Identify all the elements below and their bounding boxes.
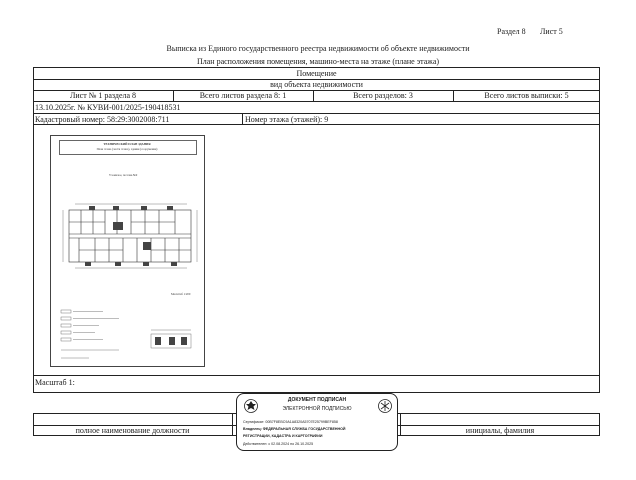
section-number: Раздел 8	[497, 27, 526, 36]
total-sheets-section: Всего листов раздела 8: 1	[199, 91, 287, 100]
stamp-line1: ДОКУМЕНТ ПОДПИСАН	[287, 397, 347, 403]
plan-legend	[59, 308, 199, 364]
total-sheets-extract: Всего листов выписки: 5	[484, 91, 569, 100]
position-caption: полное наименование должности	[75, 426, 190, 435]
floor-plan-drawing	[55, 180, 201, 276]
object-type: Помещение	[296, 69, 337, 78]
plan-floor-label: Уч.жилое, поэтаж.№9	[109, 173, 138, 177]
cadastral-number: Кадастровый номер: 58:29:3002008:711	[35, 115, 170, 124]
sheet-of-section: Лист № 1 раздела 8	[69, 91, 137, 100]
stamp-line2: ЭЛЕКТРОННОЙ ПОДПИСЬЮ	[282, 406, 352, 412]
total-sections: Всего разделов: 3	[353, 91, 413, 100]
stamp-owner-line1: Владелец: ФЕДЕРАЛЬНАЯ СЛУЖБА ГОСУДАРСТВЕННОЙ	[243, 427, 346, 431]
electronic-signature-stamp	[236, 393, 398, 451]
object-type-caption: вид объекта недвижимости	[270, 80, 363, 89]
scale-field: Масштаб 1:	[35, 378, 75, 387]
floor-plan-sheet	[50, 135, 205, 367]
plan-scale-label: Масштаб 1:200	[171, 292, 191, 296]
document-title: Выписка из Единого государственного реестра недвижимости об объекте недвижимости	[166, 44, 470, 53]
document-subtitle: План расположения помещения, машино-места на этаже (плане этажа)	[196, 57, 440, 66]
floor-number: Номер этажа (этажей): 9	[245, 115, 329, 124]
stamp-certificate: Сертификат: 00B7F8EBC9A1A8320A5707E25799BEF858	[243, 420, 338, 424]
sheet-number: Лист 5	[540, 27, 563, 36]
plan-title: ТЕХНИЧЕСКИЙ ПЛАН ЗДАНИЯ	[103, 142, 151, 146]
initials-caption: инициалы, фамилия	[465, 426, 535, 435]
plan-subtitle: План этажа (части этажа), здания (сооружения)	[96, 147, 158, 151]
document-number: 13.10.2025г. № КУВИ-001/2025-190418531	[35, 103, 181, 112]
stamp-validity: Действителен: с 02.08.2024 по 26.10.2025	[243, 442, 314, 446]
stamp-owner-line2: РЕГИСТРАЦИИ, КАДАСТРА И КАРТОГРАФИИ	[243, 434, 323, 438]
